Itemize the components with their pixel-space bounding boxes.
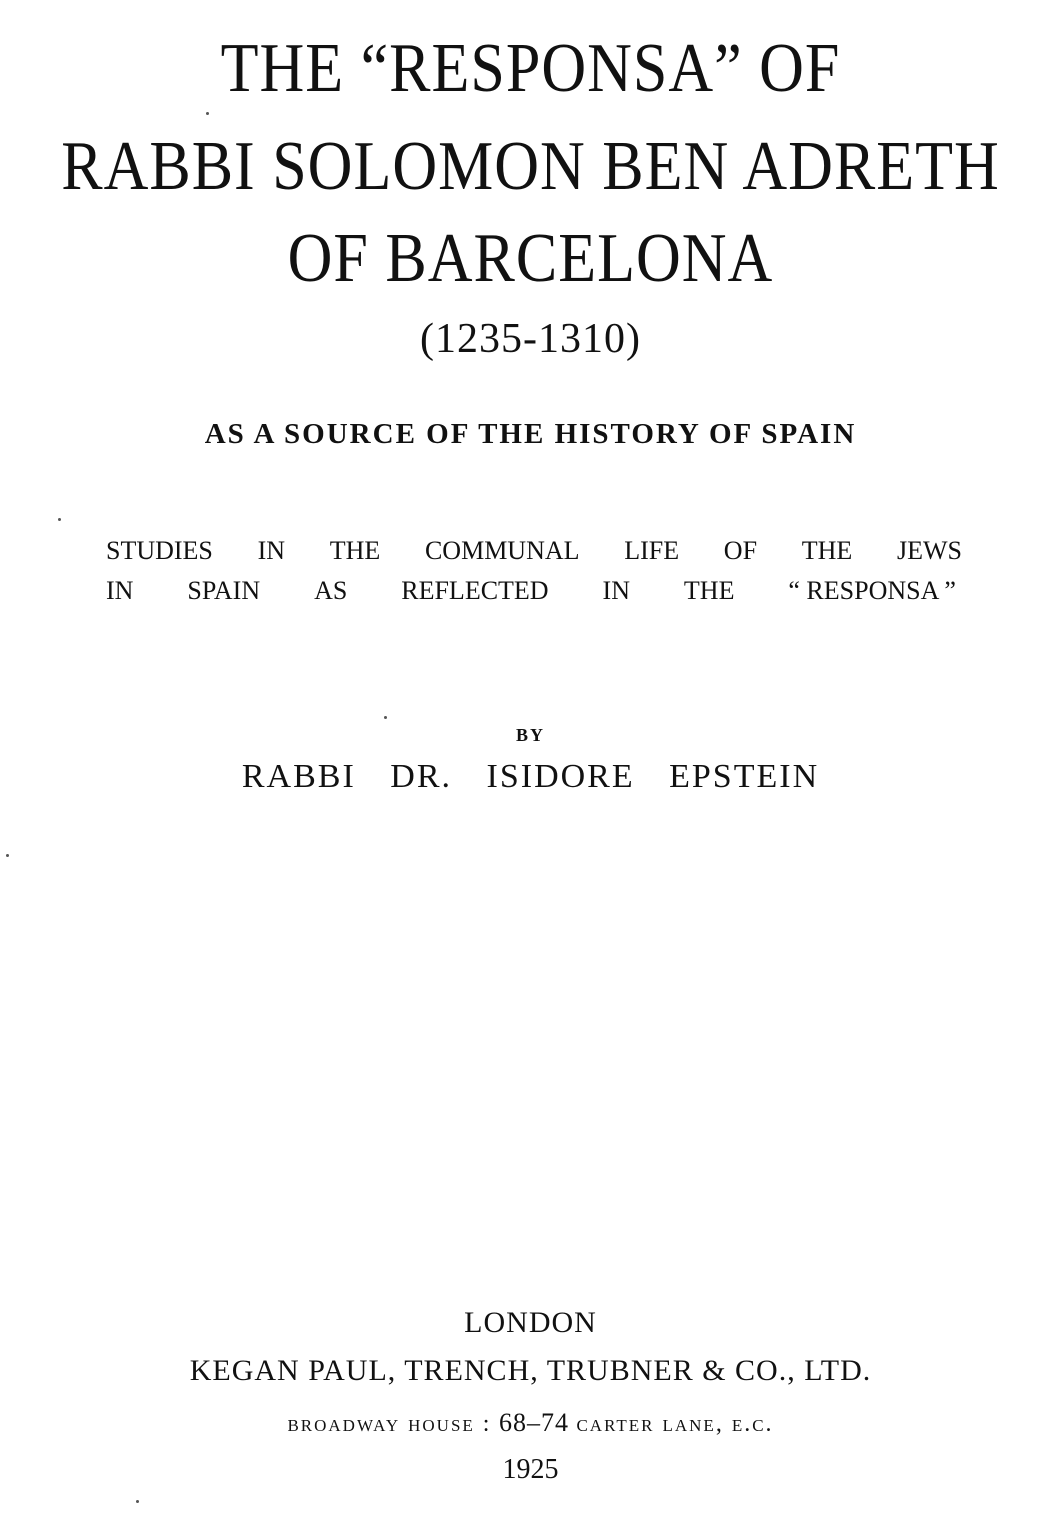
subtitle: AS A SOURCE OF THE HISTORY OF SPAIN [204, 418, 857, 450]
studies-word: AS [314, 576, 348, 605]
address-label: broadway house : [287, 1411, 492, 1437]
studies-word: IN [602, 576, 630, 605]
author-word: DR. [390, 758, 453, 795]
author-word: EPSTEIN [669, 758, 820, 795]
studies-word: THE [801, 536, 853, 565]
studies-word: THE [683, 576, 735, 605]
imprint-year: 1925 [502, 1454, 559, 1485]
print-speck [136, 1500, 139, 1503]
print-speck [384, 716, 387, 719]
studies-word: “ RESPONSA ” [788, 576, 956, 605]
studies-word: LIFE [624, 536, 680, 565]
author-word: RABBI [241, 758, 356, 795]
studies-line-1 [106, 538, 962, 564]
studies-line-2 [106, 578, 956, 604]
imprint-address [0, 1410, 1061, 1436]
studies-word: STUDIES [106, 536, 213, 565]
address-number: 68–74 [498, 1408, 569, 1437]
studies-word: JEWS [896, 536, 962, 565]
address-street: carter lane, e.c. [576, 1411, 774, 1437]
by-label: BY [515, 725, 545, 745]
title-line-3: OF BARCELONA [287, 220, 774, 297]
author-word: ISIDORE [486, 758, 635, 795]
print-speck [58, 518, 61, 521]
print-speck [206, 112, 209, 115]
studies-word: COMMUNAL [424, 536, 580, 565]
title-line-2: RABBI SOLOMON BEN ADRETH [61, 128, 1000, 205]
print-speck [6, 854, 9, 857]
studies-word: IN [106, 576, 134, 605]
studies-word: IN [257, 536, 286, 565]
studies-word: REFLECTED [401, 576, 549, 605]
imprint-publisher: KEGAN PAUL, TRENCH, TRUBNER & CO., LTD. [189, 1354, 872, 1387]
imprint-city: LONDON [464, 1306, 597, 1339]
studies-word: SPAIN [187, 576, 261, 605]
studies-word: THE [329, 536, 381, 565]
author [0, 760, 1061, 794]
dates: (1235-1310) [420, 316, 641, 362]
title-line-1: THE “RESPONSA” OF [220, 30, 841, 107]
studies-word: OF [723, 536, 758, 565]
